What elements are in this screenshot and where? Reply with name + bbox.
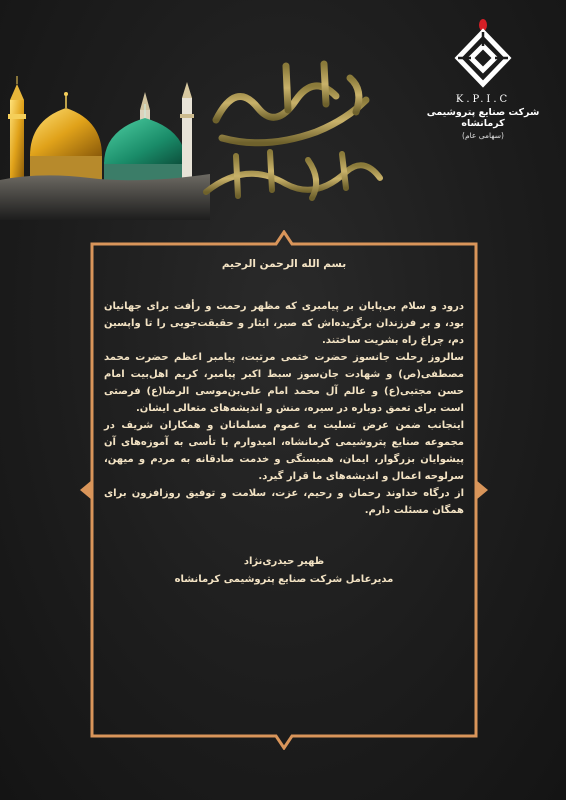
calligraphy-image — [196, 60, 386, 210]
shrine-domes-image — [0, 70, 210, 220]
company-type: (سهامی عام) — [462, 131, 504, 140]
letter-paragraph: درود و سلام بی‌پایان بر پیامبری که مظهر رحمت و رأفت برای جهانیان بود، و بر فرزندان برگزیده‌اش که صبر، ایثار و حقیقت‌جویی را تا واپسین دم، چراغ راه بشریت ساختند. — [104, 301, 464, 346]
signature-block — [104, 553, 464, 589]
basmala: بسم الله الرحمن الرحیم — [221, 258, 347, 270]
letter-paragraph: اینجانب ضمن عرض تسلیت به عموم مسلمانان و همکاران شریف در مجموعه صنایع پتروشیمی کرمانشاه، امیدوارم با تأسی به آموزه‌های آن پیشوایان بزرگوار، ایمان، همبستگی و خدمت صادقانه به مردم و میهن، سرلوحه اعمال و اندیشه‌های ما قرار گیرد. — [104, 420, 464, 482]
header — [0, 0, 566, 230]
company-abbr: K.P.I.C — [455, 94, 511, 105]
letter-frame — [78, 230, 490, 750]
letter-paragraph: از درگاه خداوند رحمان و رحیم، عزت، سلامت و توفیق روزافزون برای همگان مسئلت دارم. — [104, 488, 464, 516]
kpic-logo-icon — [452, 18, 514, 88]
letter-content — [104, 258, 464, 589]
signer-name: ظهیر حیدری‌نژاد — [243, 556, 325, 567]
letter-paragraph: سالروز رحلت جانسوز حضرت ختمی مرتبت، پیامبر اعظم حضرت محمد مصطفی(ص) و شهادت جان‌سوز سبط اکبر پیامبر، کریم اهل‌بیت امام حسن مجتبی(ع) و عالم آل محمد امام علی‌بن‌موسی الرضا(ع) فرصتی است برای تعمق دوباره در سیره، منش و اندیشه‌های متعالی ایشان. — [104, 352, 464, 414]
company-logo — [418, 18, 548, 140]
company-name: شرکت صنایع پتروشیمی کرمانشاه — [426, 107, 540, 129]
signer-title: مدیرعامل شرکت صنایع پتروشیمی کرمانشاه — [174, 574, 394, 585]
